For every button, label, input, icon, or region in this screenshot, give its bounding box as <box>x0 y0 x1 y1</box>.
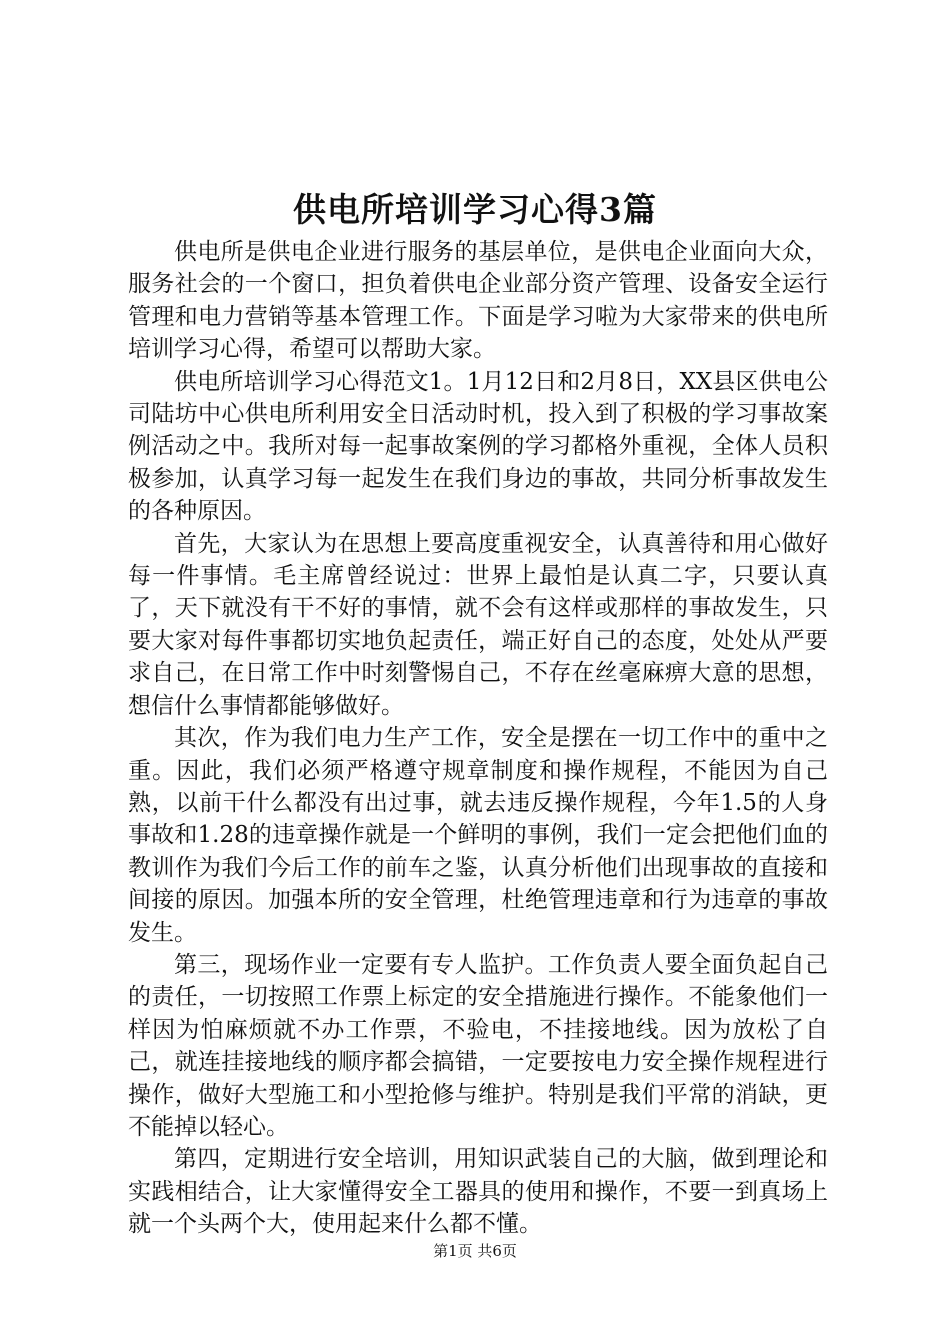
paragraph: 第四，定期进行安全培训，用知识武装自己的大脑，做到理论和实践相结合，让大家懂得安全工器具的使用和操作，不要一到真场上就一个头两个大，使用起来什么都不懂。 <box>128 1146 828 1238</box>
paragraph: 其次，作为我们电力生产工作，安全是摆在一切工作中的重中之重。因此，我们必须严格遵守规章制度和操作规程，不能因为自己熟，以前干什么都没有出过事，就去违反操作规程，今年1.5的人身事故和1.28的违章操作就是一个鲜明的事例，我们一定会把他们血的教训作为我们今后工作的前车之鉴，认真分析他们出现事故的直接和间接的原因。加强本所的安全管理，杜绝管理违章和行为违章的事故发生。 <box>128 725 828 946</box>
paragraph: 供电所是供电企业进行服务的基层单位，是供电企业面向大众，服务社会的一个窗口，担负着供电企业部分资产管理、设备安全运行管理和电力营销等基本管理工作。下面是学习啦为大家带来的供电所培训学习心得，希望可以帮助大家。 <box>128 239 828 363</box>
document-body <box>128 236 828 1241</box>
paragraph: 供电所培训学习心得范文1。1月12日和2月8日，XX县区供电公司陆坊中心供电所利用安全日活动时机，投入到了积极的学习事故案例活动之中。我所对每一起事故案例的学习都格外重视，全体人员积极参加，认真学习每一起发生在我们身边的事故，共同分析事故发生的各种原因。 <box>128 368 828 525</box>
paragraph: 首先，大家认为在思想上要高度重视安全，认真善待和用心做好每一件事情。毛主席曾经说过：世界上最怕是认真二字，只要认真了，天下就没有干不好的事情，就不会有这样或那样的事故发生，只要大家对每件事都切实地负起责任，端正好自己的态度，处处从严要求自己，在日常工作中时刻警惕自己，不存在丝毫麻痹大意的思想，想信什么事情都能够做好。 <box>128 530 828 719</box>
paragraph: 第三，现场作业一定要有专人监护。工作负责人要全面负起自己的责任，一切按照工作票上标定的安全措施进行操作。不能象他们一样因为怕麻烦就不办工作票，不验电，不挂接地线。因为放松了自己，就连挂接地线的顺序都会搞错，一定要按电力安全操作规程进行操作，做好大型施工和小型抢修与维护。特别是我们平常的消缺，更不能掉以轻心。 <box>128 951 828 1140</box>
document-title: 供电所培训学习心得3篇 <box>293 190 657 229</box>
page-footer: 第1页 共6页 <box>433 1242 517 1260</box>
